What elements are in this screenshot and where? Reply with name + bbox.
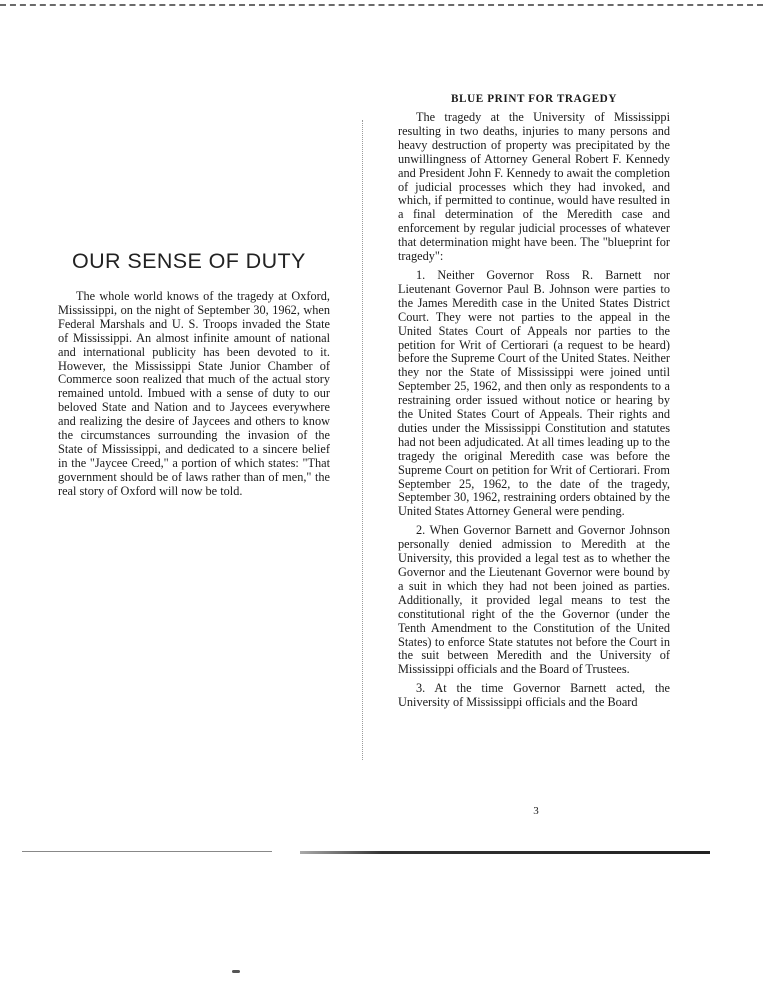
body-paragraph-2: 2. When Governor Barnett and Governor Johnson personally denied admission to Meredith at the University, this provided a legal test as to whether the Governor and the Lieutenant Governor were bound by a suit in which they had not been joined as parties. Additionally, it provided legal means to test the constitutional right of the the Governor (under the Tenth Amendment to the Constitution of the United States) to enforce State statutes not before the Court in the suit between Meredith and the University of Mississippi officials and the Board of Trustees. xyxy=(398,523,670,677)
scan-smudge xyxy=(232,970,240,973)
top-edge-rule xyxy=(0,4,763,6)
bottom-rule-right xyxy=(300,851,710,854)
page-number: 3 xyxy=(533,805,539,817)
page-gutter xyxy=(362,120,363,760)
body-paragraph-3: 3. At the time Governor Barnett acted, the University of Mississippi officials and the Board xyxy=(398,681,670,710)
body-paragraph-1: 1. Neither Governor Ross R. Barnett nor Lieutenant Governor Paul B. Johnson were parties to the James Meredith case in the United States District Court. They were not parties to the appeal in the United States Court of Appeals nor parties to the petition for Writ of Certiorari (a request to be heard) before the Supreme Court of the United States. Neither they nor the State of Mississippi were joined until September 25, 1962, and then only as respondents to a restraining order issued without notice or hearing by the United States Court of Appeals. Their rights and duties under the Mississippi Constitution and statutes had not been adjudicated. At all times leading up to the tragedy the original Meredith case was before the Supreme Court on petition for Writ of Certiorari. From September 25, 1962, to the date of the tragedy, September 30, 1962, restraining orders obtained by the United States Attorney General were pending. xyxy=(398,267,670,519)
left-section-heading: OUR SENSE OF DUTY xyxy=(72,249,306,273)
right-section-heading: BLUE PRINT FOR TRAGEDY xyxy=(450,93,618,105)
bottom-rule-left xyxy=(22,851,272,852)
right-section-body xyxy=(398,111,670,715)
body-paragraph-intro: The tragedy at the University of Mississippi resulting in two deaths, injuries to many persons and heavy destruction of property was precipitated by the unwillingness of Attorney General Robert F. Kennedy and President John F. Kennedy to await the completion of judicial processes which they had invoked, and which, if permitted to continue, would have resulted in a final determination of the Meredith case and enforcement by regular judicial processes of whatever that determination might have been. The "blueprint for tragedy": xyxy=(398,110,670,264)
left-section-paragraph: The whole world knows of the tragedy at Oxford, Mississippi, on the night of September 30, 1962, when Federal Marshals and U. S. Troops invaded the State of Mississippi. An almost infinite amount of national and international publicity has been devoted to it. However, the Mississippi State Junior Chamber of Commerce soon realized that much of the actual story remained untold. Imbued with a sense of duty to our beloved State and Nation and to Jaycees everywhere and realizing the desire of Jaycees and others to know the circumstances surrounding the invasion of the State of Mississippi, and dedicated to a sincere belief in the "Jaycee Creed," a portion of which states: "That government should be of laws rather than of men," the real story of Oxford will now be told. xyxy=(58,289,330,498)
